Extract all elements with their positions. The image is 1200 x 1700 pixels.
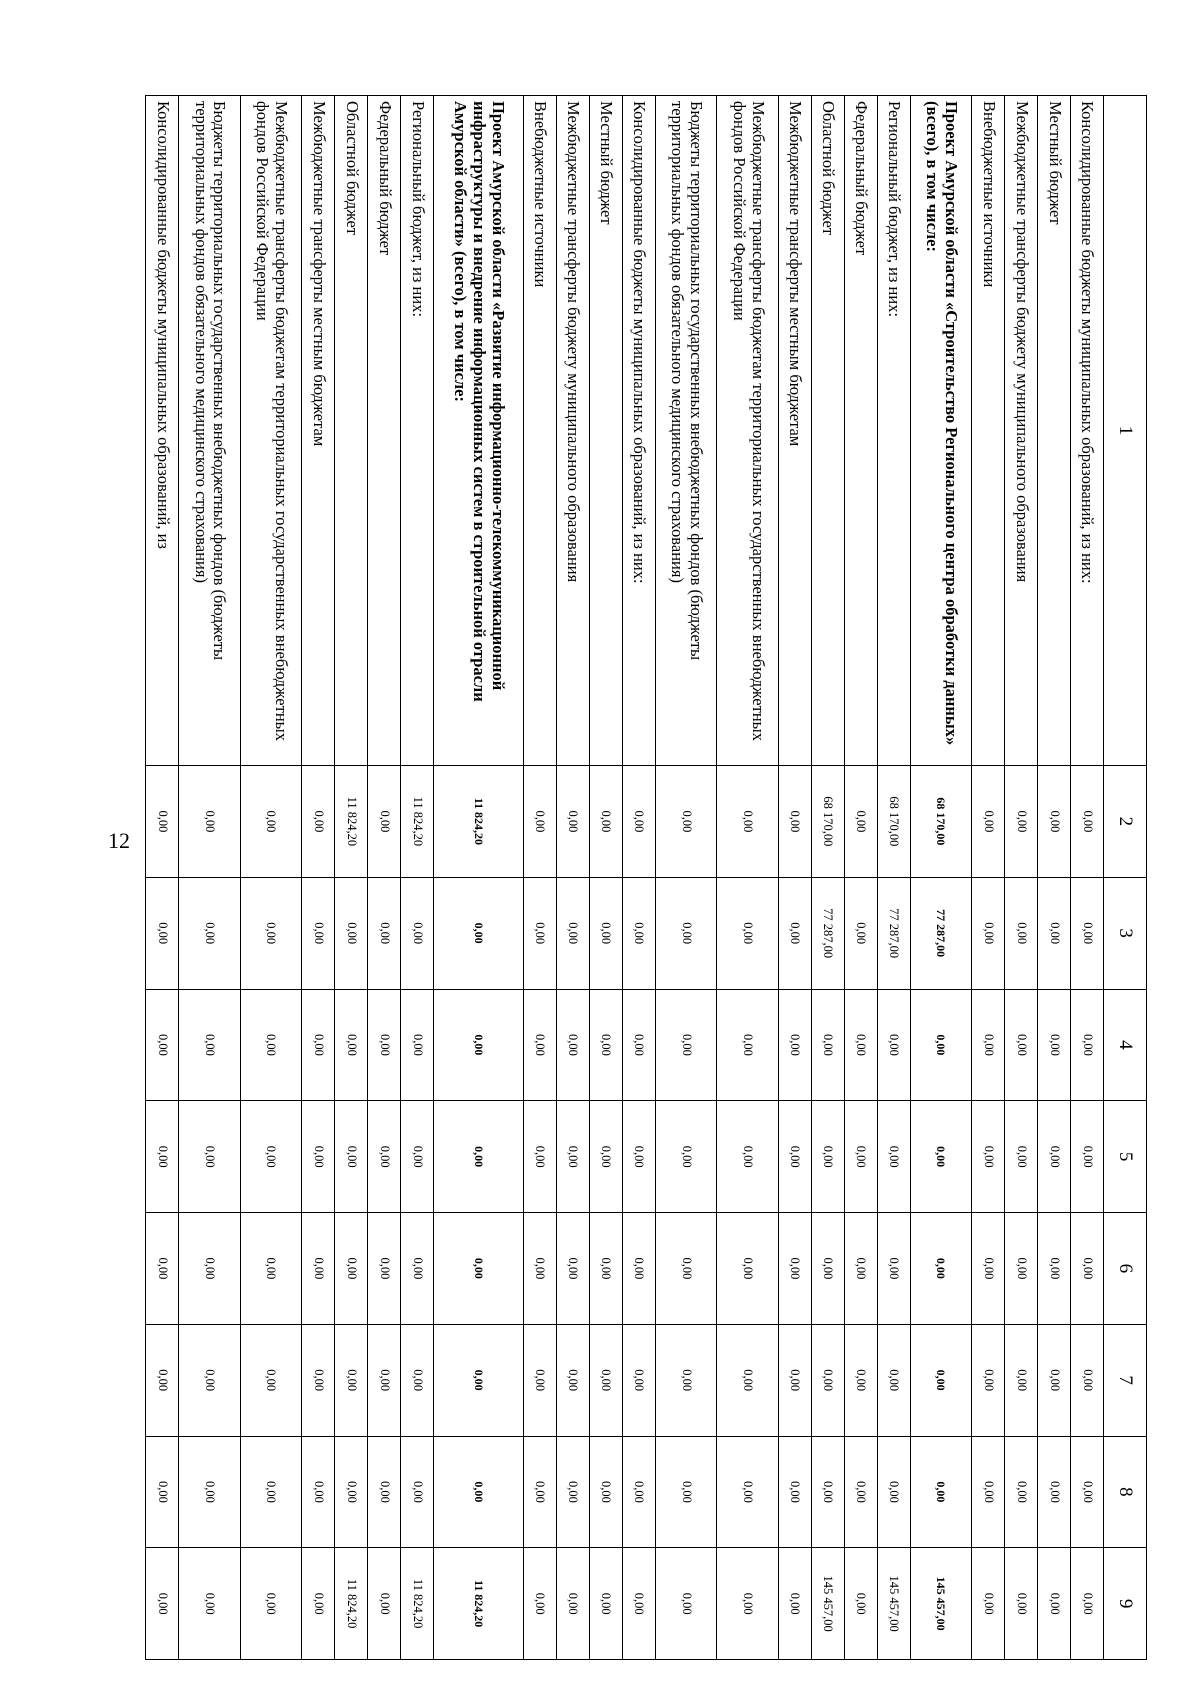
row-label: Межбюджетные трансферты бюджетам территориальных государственных внебюджетных фондов Российской Федерации <box>717 96 778 766</box>
value-cell: 0,00 <box>844 989 877 1101</box>
value-cell: 0,00 <box>302 1548 335 1660</box>
column-number-row <box>1104 96 1147 1660</box>
value-cell: 0,00 <box>1038 1101 1071 1213</box>
value-cell: 0,00 <box>877 1101 910 1213</box>
value-cell: 0,00 <box>368 1101 401 1213</box>
value-cell: 0,00 <box>622 1548 655 1660</box>
value-cell: 0,00 <box>622 877 655 989</box>
value-cell: 11 824,20 <box>335 766 368 878</box>
value-cell: 0,00 <box>717 1548 778 1660</box>
value-cell: 0,00 <box>811 1213 844 1325</box>
budget-table <box>145 95 1147 1660</box>
value-cell: 0,00 <box>240 766 301 878</box>
column-header: 3 <box>1104 877 1147 989</box>
value-cell: 0,00 <box>302 989 335 1101</box>
value-cell: 0,00 <box>972 1101 1005 1213</box>
table-row <box>877 96 910 1660</box>
value-cell: 0,00 <box>844 1213 877 1325</box>
table-row <box>302 96 335 1660</box>
value-cell: 11 824,20 <box>434 766 524 878</box>
column-header: 4 <box>1104 989 1147 1101</box>
value-cell: 0,00 <box>1071 1101 1104 1213</box>
table-row <box>972 96 1005 1660</box>
value-cell: 0,00 <box>655 989 716 1101</box>
column-header: 9 <box>1104 1548 1147 1660</box>
value-cell: 0,00 <box>844 877 877 989</box>
value-cell: 0,00 <box>655 766 716 878</box>
value-cell: 0,00 <box>1005 1213 1038 1325</box>
value-cell: 68 170,00 <box>910 766 971 878</box>
value-cell: 0,00 <box>589 1101 622 1213</box>
row-label: Проект Амурской области «Строительство Регионального центра обработки данных» (всего), в том числе: <box>910 96 971 766</box>
table-row <box>434 96 524 1660</box>
value-cell: 0,00 <box>778 1548 811 1660</box>
value-cell: 0,00 <box>434 1213 524 1325</box>
value-cell: 0,00 <box>368 1213 401 1325</box>
value-cell: 0,00 <box>368 1436 401 1548</box>
table-row <box>717 96 778 1660</box>
value-cell: 0,00 <box>778 1101 811 1213</box>
row-label: Местный бюджет <box>1038 96 1071 766</box>
value-cell: 0,00 <box>556 1324 589 1436</box>
table-row <box>1005 96 1038 1660</box>
value-cell: 0,00 <box>877 1436 910 1548</box>
value-cell: 0,00 <box>368 989 401 1101</box>
table-row <box>524 96 557 1660</box>
value-cell: 0,00 <box>401 1213 434 1325</box>
row-label: Федеральный бюджет <box>368 96 401 766</box>
value-cell: 0,00 <box>335 1324 368 1436</box>
table-row <box>146 96 179 1660</box>
value-cell: 0,00 <box>1071 766 1104 878</box>
row-label: Внебюджетные источники <box>524 96 557 766</box>
value-cell: 0,00 <box>844 1101 877 1213</box>
value-cell: 0,00 <box>972 1548 1005 1660</box>
value-cell: 0,00 <box>1038 1548 1071 1660</box>
value-cell: 0,00 <box>434 1101 524 1213</box>
value-cell: 145 457,00 <box>811 1548 844 1660</box>
value-cell: 0,00 <box>146 766 179 878</box>
value-cell: 68 170,00 <box>811 766 844 878</box>
row-label: Федеральный бюджет <box>844 96 877 766</box>
value-cell: 0,00 <box>622 1213 655 1325</box>
value-cell: 0,00 <box>524 1213 557 1325</box>
value-cell: 0,00 <box>910 1436 971 1548</box>
table-row <box>655 96 716 1660</box>
row-label: Межбюджетные трансферты бюджету муниципального образования <box>1005 96 1038 766</box>
table-row <box>811 96 844 1660</box>
row-label: Консолидированные бюджеты муниципальных образований, из них: <box>1071 96 1104 766</box>
row-label: Местный бюджет <box>589 96 622 766</box>
value-cell: 0,00 <box>179 766 240 878</box>
value-cell: 0,00 <box>589 989 622 1101</box>
value-cell: 0,00 <box>179 989 240 1101</box>
value-cell: 0,00 <box>146 1436 179 1548</box>
value-cell: 145 457,00 <box>877 1548 910 1660</box>
value-cell: 0,00 <box>622 1324 655 1436</box>
value-cell: 0,00 <box>524 1324 557 1436</box>
value-cell: 0,00 <box>556 989 589 1101</box>
value-cell: 0,00 <box>335 989 368 1101</box>
table-row <box>556 96 589 1660</box>
value-cell: 0,00 <box>335 877 368 989</box>
value-cell: 0,00 <box>1038 1436 1071 1548</box>
value-cell: 0,00 <box>811 1324 844 1436</box>
value-cell: 0,00 <box>910 989 971 1101</box>
value-cell: 0,00 <box>778 989 811 1101</box>
column-header: 7 <box>1104 1324 1147 1436</box>
row-label: Проект Амурской области «Развитие информационно-телекоммуникационной инфраструктуры и внедрение информационных систем в строительной отрасли Амурской области» (всего), в том числе: <box>434 96 524 766</box>
value-cell: 0,00 <box>972 1324 1005 1436</box>
value-cell: 0,00 <box>401 1101 434 1213</box>
value-cell: 0,00 <box>434 877 524 989</box>
value-cell: 0,00 <box>524 1548 557 1660</box>
value-cell: 0,00 <box>240 877 301 989</box>
value-cell: 11 824,20 <box>335 1548 368 1660</box>
value-cell: 0,00 <box>524 1101 557 1213</box>
value-cell: 0,00 <box>972 989 1005 1101</box>
value-cell: 0,00 <box>401 877 434 989</box>
value-cell: 0,00 <box>655 1436 716 1548</box>
value-cell: 0,00 <box>655 1101 716 1213</box>
value-cell: 0,00 <box>401 1436 434 1548</box>
value-cell: 0,00 <box>589 766 622 878</box>
value-cell: 0,00 <box>844 766 877 878</box>
value-cell: 0,00 <box>556 1436 589 1548</box>
row-label: Межбюджетные трансферты бюджету муниципального образования <box>556 96 589 766</box>
value-cell: 0,00 <box>655 1324 716 1436</box>
page-number: 12 <box>108 828 130 853</box>
value-cell: 0,00 <box>844 1436 877 1548</box>
value-cell: 0,00 <box>717 1436 778 1548</box>
value-cell: 0,00 <box>556 766 589 878</box>
value-cell: 0,00 <box>778 877 811 989</box>
value-cell: 0,00 <box>972 1213 1005 1325</box>
value-cell: 0,00 <box>146 1548 179 1660</box>
value-cell: 0,00 <box>1005 1101 1038 1213</box>
table-row <box>1071 96 1104 1660</box>
value-cell: 0,00 <box>589 1324 622 1436</box>
value-cell: 0,00 <box>335 1101 368 1213</box>
value-cell: 0,00 <box>179 1101 240 1213</box>
value-cell: 0,00 <box>717 877 778 989</box>
value-cell: 0,00 <box>778 766 811 878</box>
value-cell: 0,00 <box>1071 1324 1104 1436</box>
value-cell: 0,00 <box>401 1324 434 1436</box>
value-cell: 0,00 <box>1038 1213 1071 1325</box>
value-cell: 11 824,20 <box>434 1548 524 1660</box>
value-cell: 0,00 <box>655 1548 716 1660</box>
row-label: Бюджеты территориальных государственных внебюджетных фондов (бюджеты территориальных фондов обязательного медицинского страхования) <box>655 96 716 766</box>
table-row <box>1038 96 1071 1660</box>
value-cell: 0,00 <box>1005 1548 1038 1660</box>
value-cell: 0,00 <box>717 1324 778 1436</box>
value-cell: 11 824,20 <box>401 766 434 878</box>
value-cell: 0,00 <box>240 1101 301 1213</box>
value-cell: 77 287,00 <box>877 877 910 989</box>
value-cell: 0,00 <box>972 877 1005 989</box>
value-cell: 0,00 <box>179 1213 240 1325</box>
value-cell: 0,00 <box>972 1436 1005 1548</box>
row-label: Внебюджетные источники <box>972 96 1005 766</box>
value-cell: 0,00 <box>844 1548 877 1660</box>
value-cell: 77 287,00 <box>811 877 844 989</box>
table-row <box>589 96 622 1660</box>
value-cell: 0,00 <box>302 1213 335 1325</box>
value-cell: 0,00 <box>302 766 335 878</box>
column-header: 5 <box>1104 1101 1147 1213</box>
value-cell: 0,00 <box>877 989 910 1101</box>
value-cell: 0,00 <box>146 877 179 989</box>
value-cell: 0,00 <box>1005 1324 1038 1436</box>
value-cell: 0,00 <box>146 1101 179 1213</box>
value-cell: 0,00 <box>179 877 240 989</box>
value-cell: 0,00 <box>302 877 335 989</box>
value-cell: 0,00 <box>1038 766 1071 878</box>
value-cell: 0,00 <box>335 1213 368 1325</box>
value-cell: 0,00 <box>877 1324 910 1436</box>
value-cell: 145 457,00 <box>910 1548 971 1660</box>
value-cell: 0,00 <box>877 1213 910 1325</box>
value-cell: 0,00 <box>910 1101 971 1213</box>
value-cell: 0,00 <box>972 766 1005 878</box>
value-cell: 68 170,00 <box>877 766 910 878</box>
value-cell: 0,00 <box>240 1548 301 1660</box>
value-cell: 0,00 <box>146 1213 179 1325</box>
value-cell: 0,00 <box>146 1324 179 1436</box>
row-label: Межбюджетные трансферты бюджетам территориальных государственных внебюджетных фондов Российской Федерации <box>240 96 301 766</box>
value-cell: 0,00 <box>179 1324 240 1436</box>
value-cell: 0,00 <box>240 989 301 1101</box>
row-label: Консолидированные бюджеты муниципальных образований, из <box>146 96 179 766</box>
table-row <box>179 96 240 1660</box>
value-cell: 0,00 <box>179 1436 240 1548</box>
value-cell: 0,00 <box>655 877 716 989</box>
value-cell: 0,00 <box>811 1436 844 1548</box>
row-label: Областной бюджет <box>335 96 368 766</box>
value-cell: 0,00 <box>335 1436 368 1548</box>
value-cell: 0,00 <box>717 1213 778 1325</box>
column-header: 8 <box>1104 1436 1147 1548</box>
value-cell: 0,00 <box>368 1324 401 1436</box>
value-cell: 11 824,20 <box>401 1548 434 1660</box>
value-cell: 0,00 <box>434 1324 524 1436</box>
value-cell: 0,00 <box>368 766 401 878</box>
row-label: Межбюджетные трансферты местным бюджетам <box>778 96 811 766</box>
value-cell: 0,00 <box>434 989 524 1101</box>
value-cell: 0,00 <box>524 1436 557 1548</box>
value-cell: 0,00 <box>589 1548 622 1660</box>
row-label: Региональный бюджет, из них: <box>877 96 910 766</box>
value-cell: 0,00 <box>1071 1548 1104 1660</box>
value-cell: 0,00 <box>434 1436 524 1548</box>
value-cell: 0,00 <box>556 1101 589 1213</box>
value-cell: 0,00 <box>302 1324 335 1436</box>
value-cell: 0,00 <box>655 1213 716 1325</box>
table-row <box>368 96 401 1660</box>
value-cell: 0,00 <box>524 989 557 1101</box>
value-cell: 0,00 <box>1038 877 1071 989</box>
value-cell: 0,00 <box>910 1324 971 1436</box>
table-body <box>146 96 1104 1660</box>
value-cell: 0,00 <box>1005 1436 1038 1548</box>
row-label: Консолидированные бюджеты муниципальных образований, из них: <box>622 96 655 766</box>
column-header: 2 <box>1104 766 1147 878</box>
value-cell: 0,00 <box>811 1101 844 1213</box>
value-cell: 0,00 <box>1071 989 1104 1101</box>
value-cell: 0,00 <box>240 1436 301 1548</box>
row-label: Региональный бюджет, из них: <box>401 96 434 766</box>
rotated-table-container <box>145 95 1147 1660</box>
value-cell: 0,00 <box>556 1548 589 1660</box>
row-label: Бюджеты территориальных государственных внебюджетных фондов (бюджеты территориальных фондов обязательного медицинского страхования) <box>179 96 240 766</box>
value-cell: 0,00 <box>589 877 622 989</box>
value-cell: 0,00 <box>146 989 179 1101</box>
row-label: Областной бюджет <box>811 96 844 766</box>
value-cell: 0,00 <box>368 877 401 989</box>
table-row <box>910 96 971 1660</box>
value-cell: 0,00 <box>524 877 557 989</box>
value-cell: 0,00 <box>1038 1324 1071 1436</box>
table-row <box>240 96 301 1660</box>
table-row <box>622 96 655 1660</box>
value-cell: 0,00 <box>778 1436 811 1548</box>
value-cell: 0,00 <box>302 1436 335 1548</box>
value-cell: 0,00 <box>1005 766 1038 878</box>
value-cell: 0,00 <box>1071 1213 1104 1325</box>
value-cell: 0,00 <box>622 1101 655 1213</box>
value-cell: 0,00 <box>717 766 778 878</box>
table-row <box>844 96 877 1660</box>
value-cell: 77 287,00 <box>910 877 971 989</box>
value-cell: 0,00 <box>556 1213 589 1325</box>
value-cell: 0,00 <box>368 1548 401 1660</box>
value-cell: 0,00 <box>844 1324 877 1436</box>
value-cell: 0,00 <box>1071 877 1104 989</box>
value-cell: 0,00 <box>778 1324 811 1436</box>
column-header: 6 <box>1104 1213 1147 1325</box>
value-cell: 0,00 <box>556 877 589 989</box>
value-cell: 0,00 <box>717 989 778 1101</box>
value-cell: 0,00 <box>240 1213 301 1325</box>
value-cell: 0,00 <box>717 1101 778 1213</box>
value-cell: 0,00 <box>1071 1436 1104 1548</box>
table-row <box>401 96 434 1660</box>
value-cell: 0,00 <box>910 1213 971 1325</box>
value-cell: 0,00 <box>778 1213 811 1325</box>
column-header: 1 <box>1104 96 1147 766</box>
row-label: Межбюджетные трансферты местным бюджетам <box>302 96 335 766</box>
value-cell: 0,00 <box>1005 989 1038 1101</box>
table-row <box>335 96 368 1660</box>
value-cell: 0,00 <box>622 989 655 1101</box>
value-cell: 0,00 <box>589 1213 622 1325</box>
value-cell: 0,00 <box>240 1324 301 1436</box>
value-cell: 0,00 <box>1038 989 1071 1101</box>
value-cell: 0,00 <box>302 1101 335 1213</box>
value-cell: 0,00 <box>179 1548 240 1660</box>
value-cell: 0,00 <box>524 766 557 878</box>
value-cell: 0,00 <box>401 989 434 1101</box>
value-cell: 0,00 <box>622 1436 655 1548</box>
value-cell: 0,00 <box>622 766 655 878</box>
value-cell: 0,00 <box>811 989 844 1101</box>
value-cell: 0,00 <box>1005 877 1038 989</box>
value-cell: 0,00 <box>589 1436 622 1548</box>
table-row <box>778 96 811 1660</box>
